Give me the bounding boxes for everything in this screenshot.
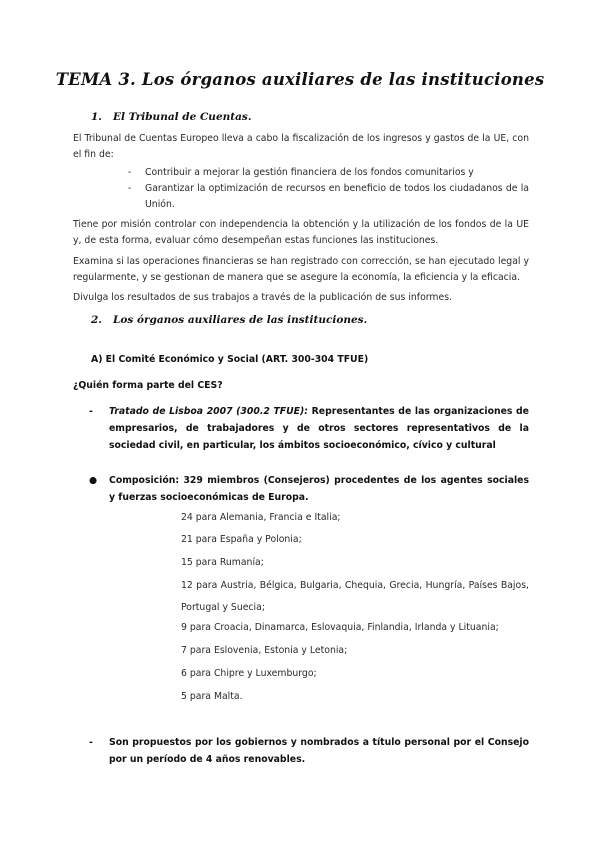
treaty-text: Representantes de las organizaciones de empresarios, de trabajadores y de otros sectores representativos de la sociedad civil, en particular, los ámbitos socioeconómico, cívico y cultural xyxy=(109,406,529,451)
paragraph-mission: Tiene por misión controlar con independencia la obtención y la utilización de los fondos de la UE y, de esta forma, evaluar cómo desempeñan estas funciones las instituciones. xyxy=(73,219,529,246)
country-line: 9 para Croacia, Dinamarca, Eslovaquia, Finlandia, Irlanda y Lituania; xyxy=(181,622,499,633)
list-item xyxy=(128,165,529,181)
paragraph-publish: Divulga los resultados de sus trabajos a través de la publicación de sus informes. xyxy=(73,292,453,303)
country-line: 12 para Austria, Bélgica, Bulgaria, Chequia, Grecia, Hungría, Países Bajos, Portugal y Suecia; xyxy=(181,580,529,613)
question-heading: ¿Quién forma parte del CES? xyxy=(73,380,223,391)
treaty-item xyxy=(89,403,529,454)
composition-text: Composición: 329 miembros (Consejeros) procedentes de los agentes sociales y fuerzas socioeconómicas de Europa. xyxy=(109,475,529,503)
country-line: 21 para España y Polonia; xyxy=(181,534,302,545)
dash-mark: - xyxy=(128,183,132,194)
section-1-number: 1. xyxy=(91,111,102,123)
section-1-heading xyxy=(91,111,251,123)
subsection-a-heading: A) El Comité Económico y Social (ART. 300-304 TFUE) xyxy=(91,354,369,365)
treaty-label: Tratado de Lisboa 2007 (300.2 TFUE): xyxy=(109,406,308,417)
proposal-text: Son propuestos por los gobiernos y nombrados a título personal por el Consejo por un período de 4 años renovables. xyxy=(109,737,529,765)
section-1-intro: El Tribunal de Cuentas Europeo lleva a cabo la fiscalización de los ingresos y gastos de la UE, con el fin de: xyxy=(73,133,529,160)
section-2-heading xyxy=(91,314,367,326)
dash-mark: - xyxy=(128,167,132,178)
paragraph-exam: Examina si las operaciones financieras se han registrado con corrección, se han ejecutado legal y regularmente, y se gestionan de manera que se asegure la economía, la eficiencia y la eficacia. xyxy=(73,256,529,283)
country-line: 15 para Rumanía; xyxy=(181,557,264,568)
list-item xyxy=(128,181,529,213)
dash-mark: - xyxy=(89,406,93,417)
proposal-item xyxy=(89,734,529,768)
country-line: 6 para Chipre y Luxemburgo; xyxy=(181,668,317,679)
section-2-title: Los órganos auxiliares de las instituciones. xyxy=(113,314,368,326)
bullet-mark: ● xyxy=(89,475,98,486)
country-line: 7 para Eslovenia, Estonia y Letonia; xyxy=(181,645,348,656)
page-title: TEMA 3. Los órganos auxiliares de las instituciones xyxy=(55,70,545,89)
list-item-text: Garantizar la optimización de recursos en beneficio de todos los ciudadanos de la Unión. xyxy=(145,183,529,210)
list-item-text: Contribuir a mejorar la gestión financiera de los fondos comunitarios y xyxy=(145,167,474,178)
country-line: 24 para Alemania, Francia e Italia; xyxy=(181,512,341,523)
composition-item xyxy=(89,472,529,506)
section-1-title: El Tribunal de Cuentas. xyxy=(113,111,252,123)
section-2-number: 2. xyxy=(91,314,102,326)
dash-mark: - xyxy=(89,737,93,748)
country-line: 5 para Malta. xyxy=(181,691,243,702)
